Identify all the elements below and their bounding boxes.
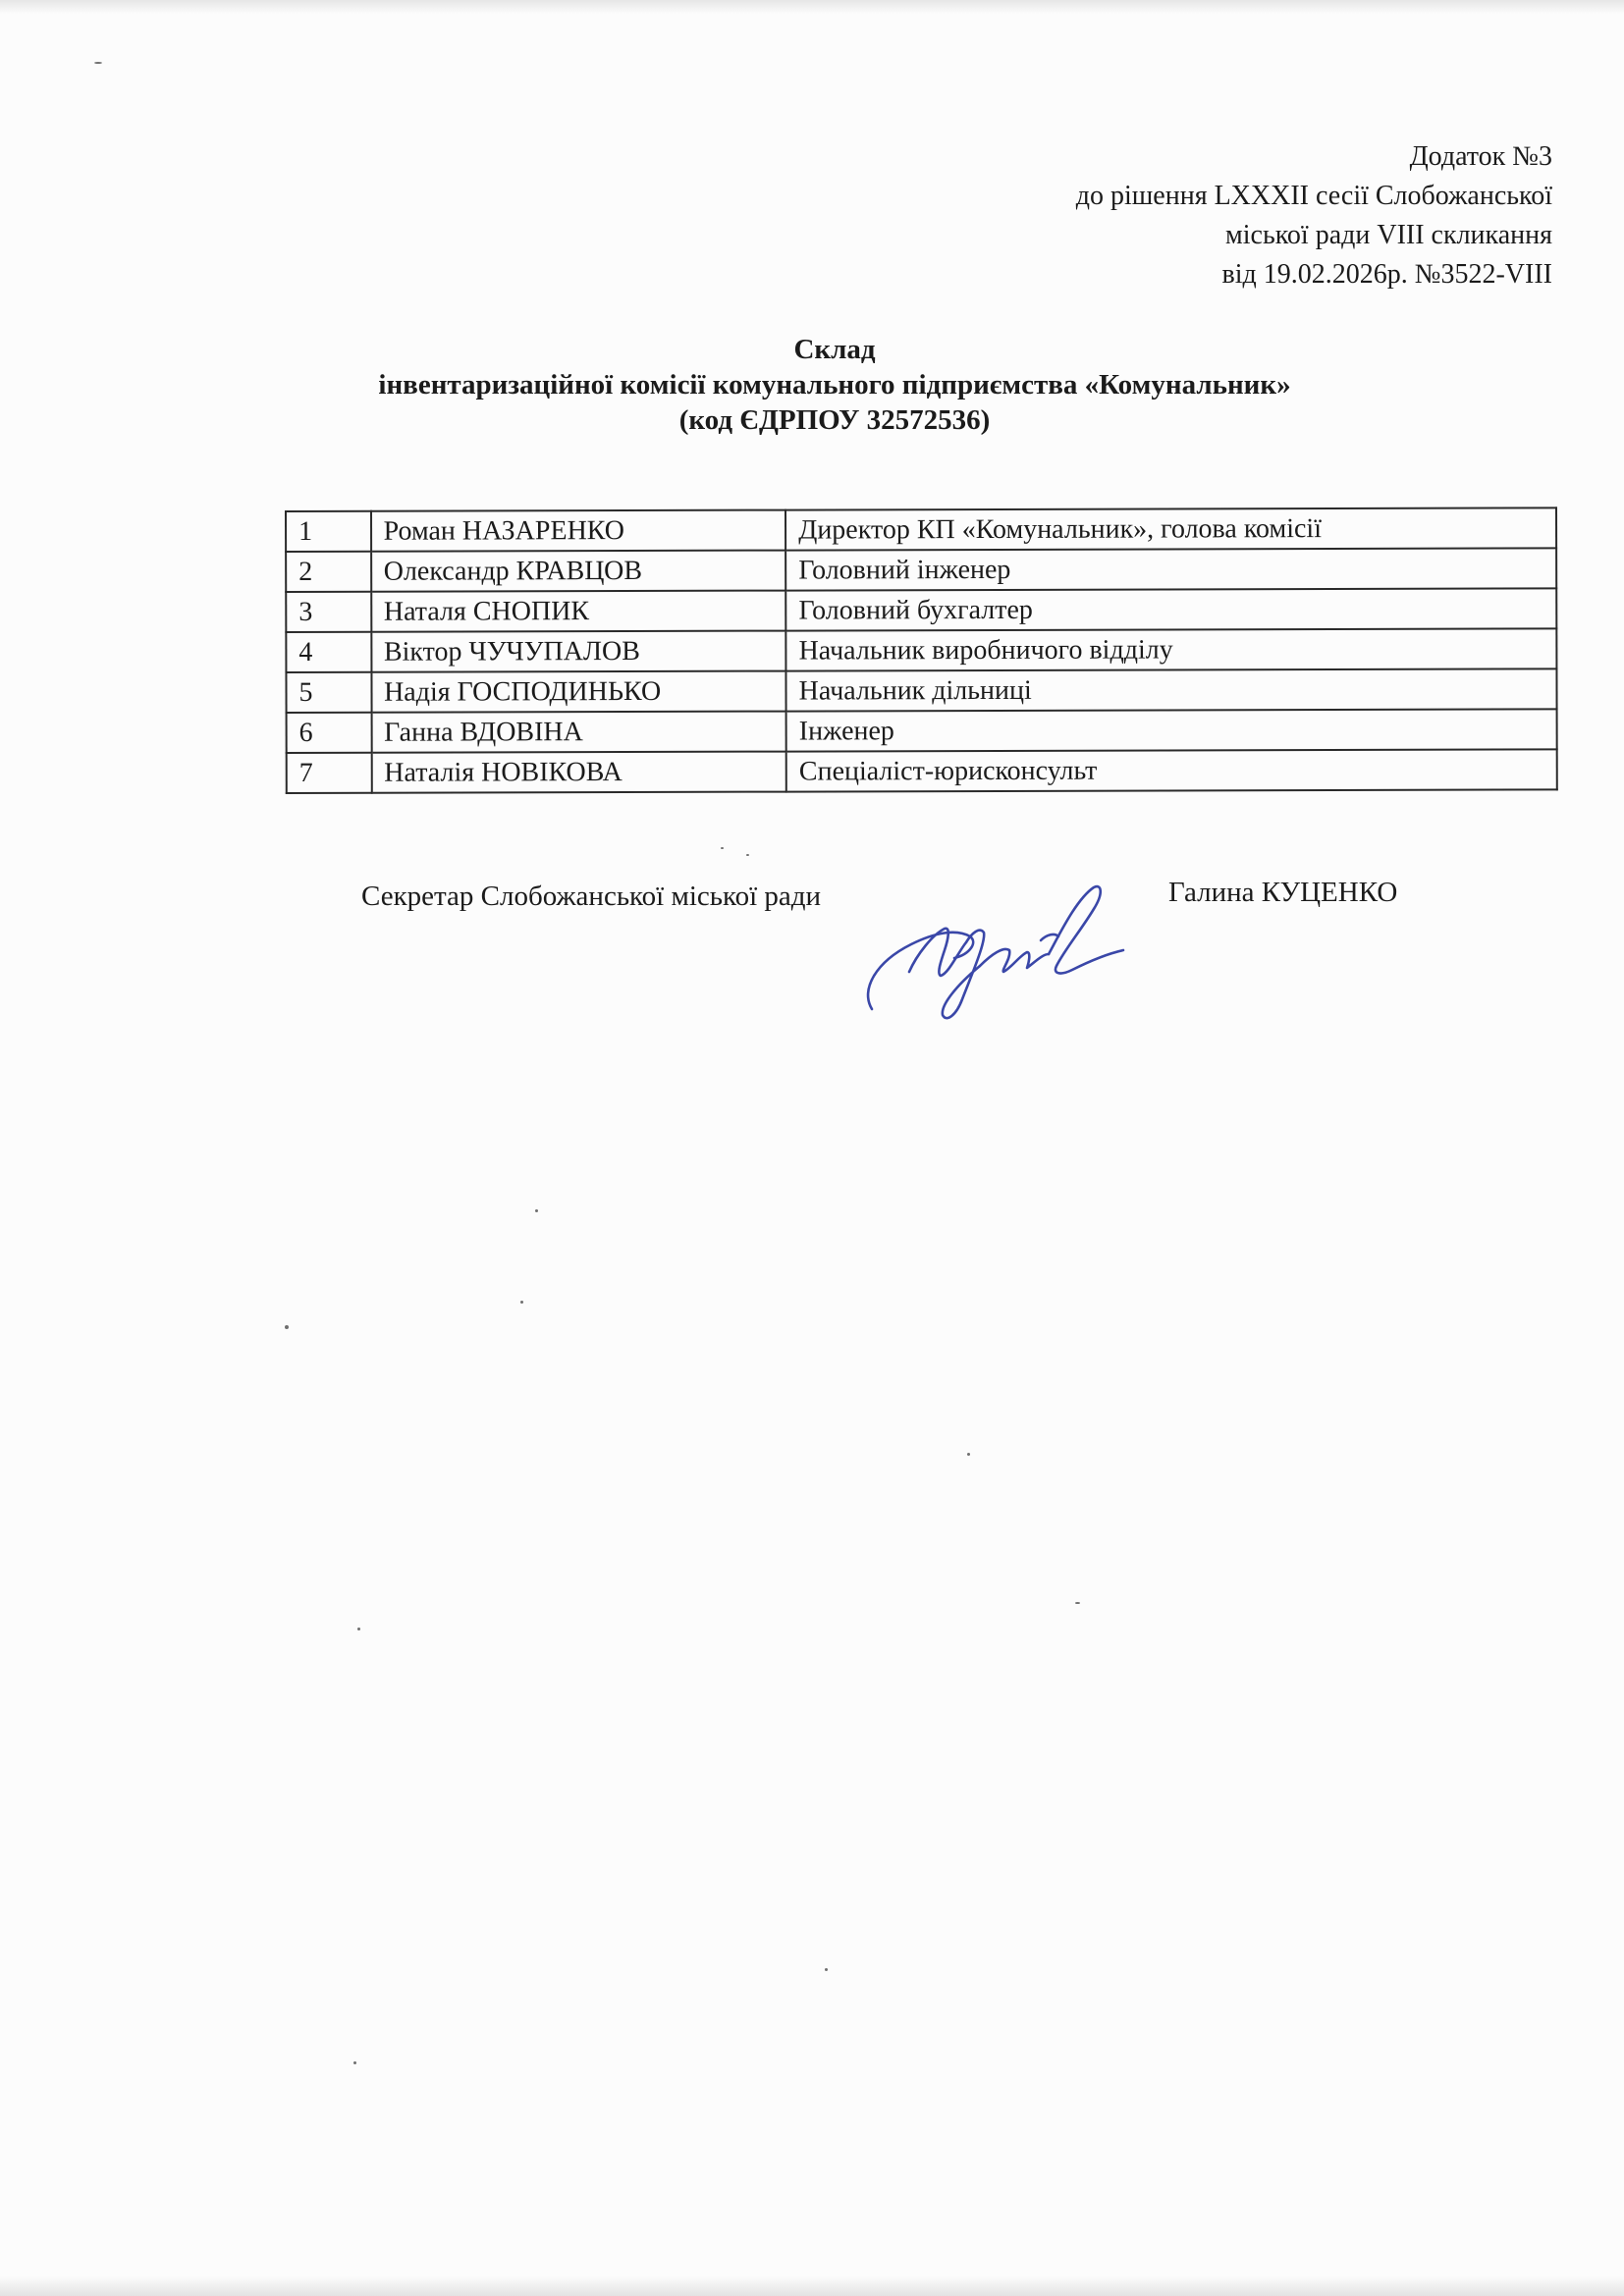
member-name: Надія ГОСПОДИНЬКО bbox=[371, 671, 786, 713]
member-number: 4 bbox=[286, 632, 371, 672]
scan-edge-top bbox=[0, 0, 1624, 14]
table-row bbox=[286, 628, 1556, 672]
scan-speck bbox=[1075, 1602, 1080, 1604]
member-name: Наталя СНОПИК bbox=[371, 591, 786, 632]
member-role: Начальник виробничого відділу bbox=[785, 628, 1556, 670]
appendix-reference bbox=[845, 137, 1552, 294]
scan-speck bbox=[825, 1968, 828, 1971]
member-role: Інженер bbox=[786, 709, 1557, 751]
scan-speck bbox=[967, 1453, 970, 1456]
member-number: 5 bbox=[286, 672, 371, 713]
table-row bbox=[286, 507, 1556, 552]
member-name: Віктор ЧУЧУПАЛОВ bbox=[371, 631, 786, 672]
scan-speck bbox=[520, 1301, 523, 1304]
table-row bbox=[287, 709, 1557, 753]
member-number: 3 bbox=[286, 592, 371, 632]
scan-speck bbox=[357, 1628, 360, 1630]
scan-speck bbox=[721, 847, 724, 849]
member-name: Наталія НОВІКОВА bbox=[371, 752, 786, 793]
member-role: Начальник дільниці bbox=[786, 668, 1557, 711]
title-heading: Склад bbox=[793, 334, 876, 365]
table-row bbox=[286, 668, 1556, 713]
commission-members-table bbox=[285, 507, 1558, 794]
member-number: 2 bbox=[286, 552, 371, 592]
scan-speck bbox=[285, 1325, 289, 1329]
handwritten-signature bbox=[854, 864, 1168, 1031]
appendix-decision: до рішення LXXXII сесії Слобожанської bbox=[1075, 181, 1552, 211]
member-number: 6 bbox=[287, 713, 372, 753]
appendix-number: Додаток №3 bbox=[1409, 141, 1552, 172]
table-row bbox=[286, 588, 1556, 632]
signatory-position: Секретар Слобожанської міської ради bbox=[361, 881, 822, 912]
scan-edge-bottom bbox=[0, 2276, 1624, 2296]
scan-speck bbox=[535, 1209, 538, 1212]
document-title bbox=[245, 332, 1424, 438]
table-row bbox=[286, 548, 1556, 592]
table-row bbox=[287, 749, 1557, 793]
member-role: Спеціаліст-юрисконсульт bbox=[786, 749, 1557, 791]
member-name: Роман НАЗАРЕНКО bbox=[371, 510, 786, 552]
member-role: Головний бухгалтер bbox=[785, 588, 1556, 630]
member-number: 1 bbox=[286, 511, 371, 552]
scan-speck bbox=[353, 2061, 356, 2064]
title-code: (код ЄДРПОУ 32572536) bbox=[678, 404, 991, 436]
scan-speck bbox=[746, 854, 749, 856]
scan-speck bbox=[94, 62, 102, 64]
member-name: Ганна ВДОВІНА bbox=[371, 712, 786, 753]
member-role: Головний інженер bbox=[785, 548, 1556, 590]
appendix-date: від 19.02.2026р. №3522-VIII bbox=[1221, 259, 1552, 290]
title-subject: інвентаризаційної комісії комунального підприємства «Комунальник» bbox=[378, 369, 1291, 400]
member-name: Олександр КРАВЦОВ bbox=[371, 551, 786, 592]
signatory-name: Галина КУЦЕНКО bbox=[1168, 877, 1398, 908]
member-number: 7 bbox=[287, 753, 372, 793]
appendix-council: міської ради VIII скликання bbox=[1225, 220, 1552, 250]
member-role: Директор КП «Комунальник», голова комісії bbox=[785, 507, 1556, 550]
